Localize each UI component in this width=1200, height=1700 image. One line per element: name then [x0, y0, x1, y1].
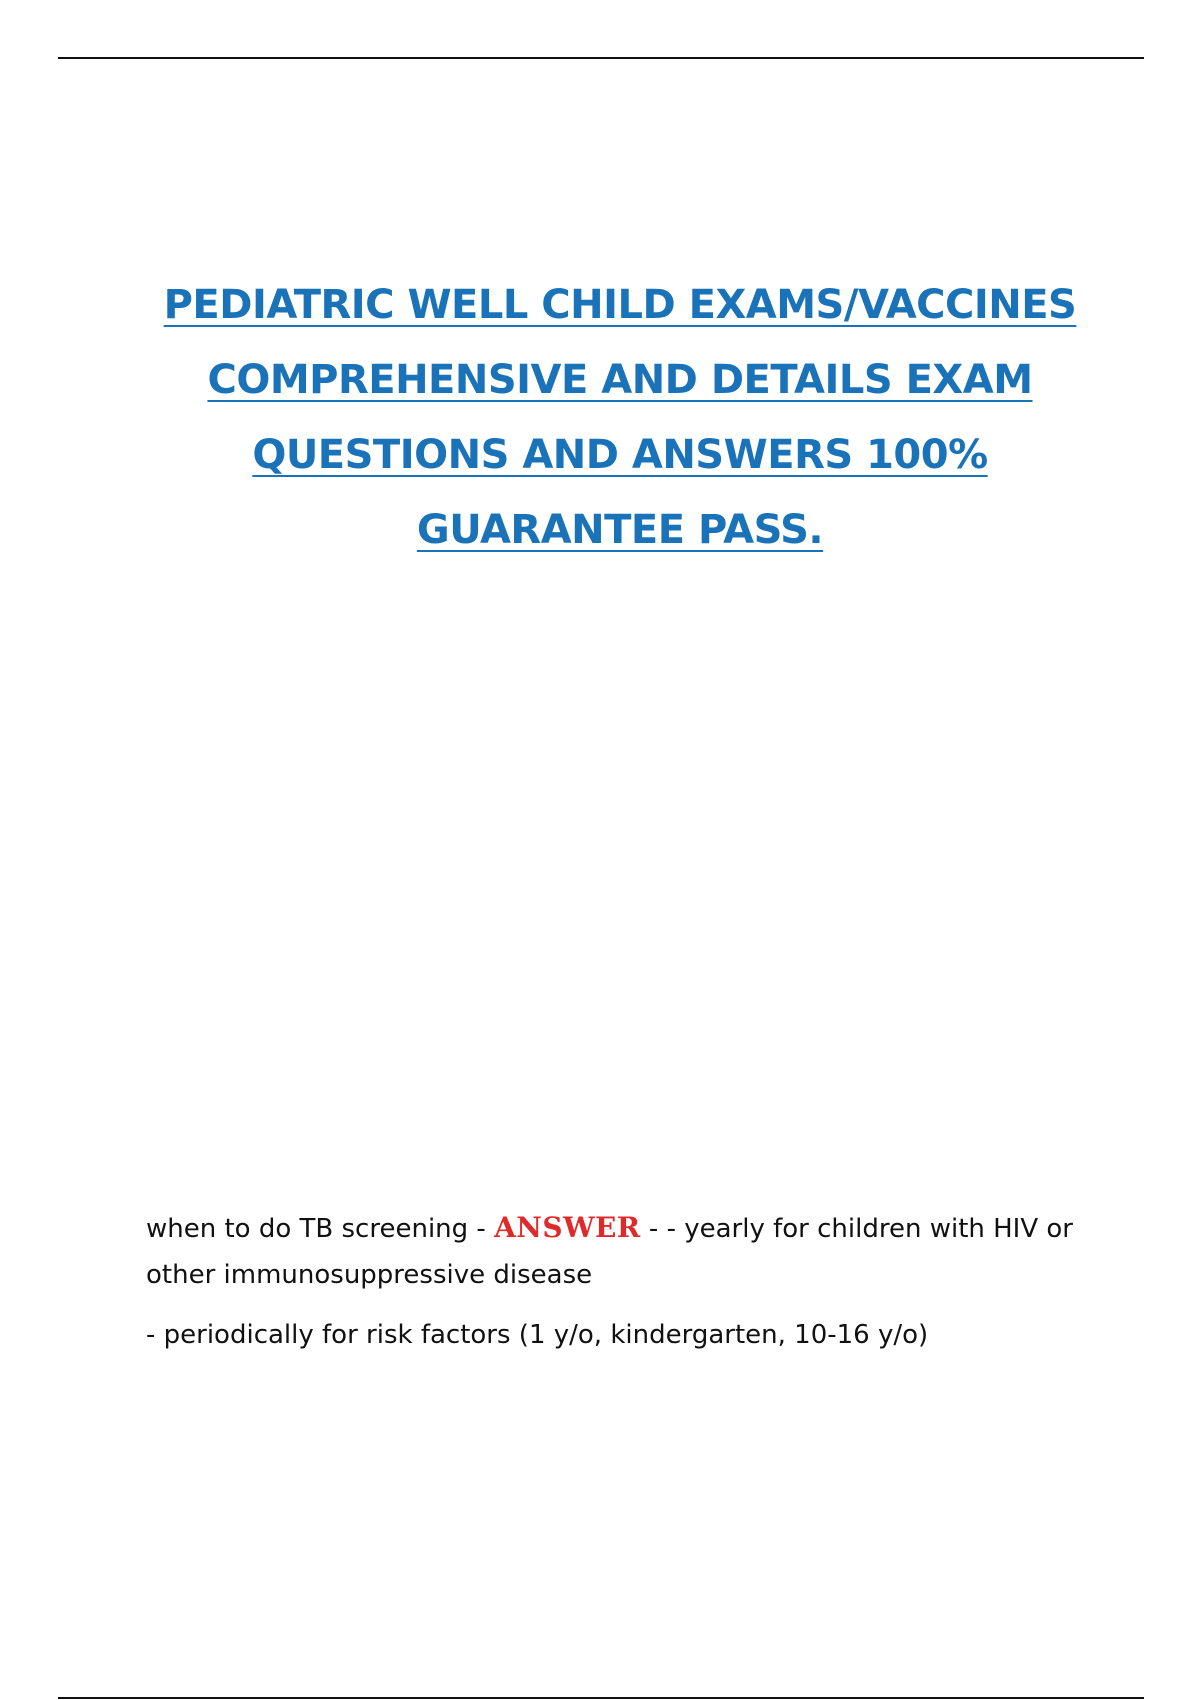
document-title — [120, 268, 1120, 568]
qa-question-paragraph — [146, 1205, 1076, 1298]
answer-extra-line: - periodically for risk factors (1 y/o, kindergarten, 10-16 y/o) — [146, 1320, 929, 1350]
title-line-2: COMPREHENSIVE AND DETAILS EXAM — [207, 357, 1033, 403]
top-divider — [58, 57, 1144, 59]
title-line-3: QUESTIONS AND ANSWERS 100% — [252, 432, 988, 478]
qa-item — [146, 1205, 1076, 1358]
answer-label: ANSWER — [494, 1211, 641, 1244]
title-line-1: PEDIATRIC WELL CHILD EXAMS/VACCINES — [163, 282, 1077, 328]
bottom-divider — [58, 1697, 1144, 1699]
title-line-4: GUARANTEE PASS. — [416, 507, 824, 553]
answer-text: - - yearly for children with HIV or other immunosuppressive disease — [146, 1214, 1073, 1290]
question-text: when to do TB screening - — [146, 1214, 495, 1244]
